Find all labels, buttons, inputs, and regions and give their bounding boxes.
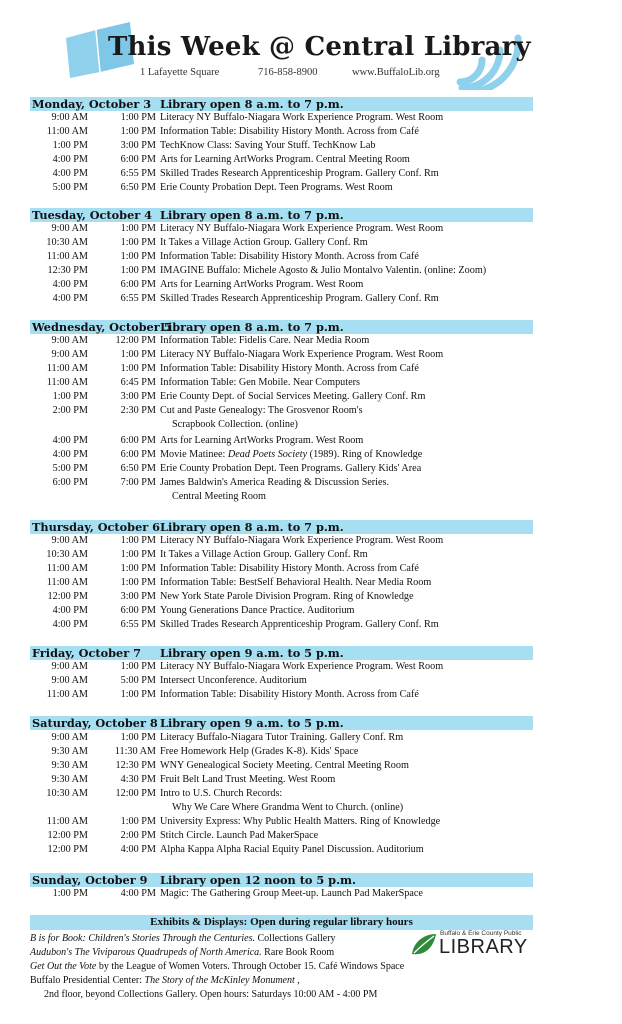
event-description-continued: Why We Care Where Grandma Went to Church. (online) [172,802,404,813]
exhibit-title: The Story of the McKinley Monument [144,975,295,986]
event-description: Young Generations Dance Practice. Auditorium [160,605,355,616]
event-row [30,362,590,376]
end-time: 7:00 PM [120,477,156,488]
exhibit-item [30,932,336,945]
event-row [30,688,590,702]
event-row-continuation [30,490,590,504]
event-row [30,731,590,745]
end-time: 6:00 PM [120,279,156,290]
event-row [30,787,590,801]
end-time: 2:00 PM [120,830,156,841]
event-row [30,390,590,404]
end-time: 6:50 PM [120,182,156,193]
event-row [30,250,590,264]
event-row [30,476,590,490]
event-row [30,773,590,787]
event-description: Information Table: Disability History Month. Across from Café [160,363,419,374]
end-time: 1:00 PM [120,661,156,672]
start-time: 9:30 AM [51,746,88,757]
end-time: 11:30 AM [114,746,156,757]
event-description: James Baldwin's America Reading & Discussion Series. [160,477,390,488]
website-link[interactable]: www.BuffaloLib.org [352,67,440,78]
event-description-prefix: Movie Matinee: [160,449,228,460]
event-row [30,434,590,448]
start-time: 9:00 AM [51,535,88,546]
start-time: 11:00 AM [46,126,88,137]
start-time: 5:00 PM [52,182,88,193]
event-row [30,660,590,674]
event-row [30,153,590,167]
end-time: 6:00 PM [120,154,156,165]
day-name: Saturday, October 8 [32,716,158,730]
start-time: 9:00 AM [51,349,88,360]
event-description: Skilled Trades Research Apprenticeship Program. Gallery Conf. Rm [160,168,439,179]
day-hours: Library open 8 a.m. to 7 p.m. [160,520,344,534]
event-description: Literacy NY Buffalo-Niagara Work Experience Program. West Room [160,349,444,360]
end-time: 3:00 PM [120,591,156,602]
start-time: 9:00 AM [51,335,88,346]
day-header-wednesday [30,320,533,334]
event-row [30,334,590,348]
event-row [30,745,590,759]
end-time: 6:55 PM [120,293,156,304]
day-hours: Library open 8 a.m. to 7 p.m. [160,320,344,334]
start-time: 9:00 AM [51,661,88,672]
event-row [30,348,590,362]
start-time: 10:30 AM [46,549,88,560]
page-header [0,0,622,92]
leaf-logo-icon [410,932,438,958]
event-description: Erie County Dept. of Social Services Meeting. Gallery Conf. Rm [160,391,426,402]
start-time: 9:00 AM [51,732,88,743]
end-time: 1:00 PM [120,577,156,588]
event-description-continued: Scrapbook Collection. (online) [172,419,298,430]
end-time: 1:00 PM [120,563,156,574]
event-description: Information Table: Fidelis Care. Near Media Room [160,335,370,346]
event-description: Information Table: BestSelf Behavioral Health. Near Media Room [160,577,432,588]
start-time: 12:30 PM [47,265,88,276]
end-time: 12:00 PM [115,788,156,799]
start-time: 11:00 AM [46,377,88,388]
exhibit-item [30,946,334,959]
start-time: 4:00 PM [52,619,88,630]
day-hours: Library open 12 noon to 5 p.m. [160,873,356,887]
day-header-tuesday [30,208,533,222]
start-time: 12:00 PM [47,844,88,855]
end-time: 1:00 PM [120,816,156,827]
event-row [30,576,590,590]
end-time: 6:00 PM [120,449,156,460]
start-time: 11:00 AM [46,363,88,374]
event-description: New York State Parole Division Program. Ring of Knowledge [160,591,414,602]
end-time: 3:00 PM [120,391,156,402]
event-row [30,111,590,125]
start-time: 9:30 AM [51,760,88,771]
event-description: Skilled Trades Research Apprenticeship Program. Gallery Conf. Rm [160,619,439,630]
event-row [30,278,590,292]
start-time: 11:00 AM [46,689,88,700]
end-time: 1:00 PM [120,689,156,700]
event-description: Magic: The Gathering Group Meet-up. Launch Pad MakerSpace [160,888,423,899]
end-time: 6:50 PM [120,463,156,474]
day-hours: Library open 9 a.m. to 5 p.m. [160,646,344,660]
event-row [30,292,590,306]
event-description: Skilled Trades Research Apprenticeship Program. Gallery Conf. Rm [160,293,439,304]
event-row [30,236,590,250]
start-time: 9:00 AM [51,112,88,123]
day-name: Sunday, October 9 [32,873,148,887]
end-time: 4:30 PM [120,774,156,785]
event-row [30,462,590,476]
day-name: Monday, October 3 [32,97,152,111]
event-description-suffix: (1989). Ring of Knowledge [307,449,423,460]
event-row [30,534,590,548]
event-description: Stitch Circle. Launch Pad MakerSpace [160,830,319,841]
event-row [30,548,590,562]
start-time: 4:00 PM [52,168,88,179]
start-time: 12:00 PM [47,830,88,841]
event-description: Literacy Buffalo-Niagara Tutor Training. Gallery Conf. Rm [160,732,404,743]
start-time: 11:00 AM [46,251,88,262]
event-description: Intersect Unconference. Auditorium [160,675,307,686]
event-row [30,618,590,632]
day-hours: Library open 8 a.m. to 7 p.m. [160,208,344,222]
phone-number: 716-858-8900 [258,67,318,78]
start-time: 4:00 PM [52,279,88,290]
event-description: WNY Genealogical Society Meeting. Central Meeting Room [160,760,409,771]
event-row [30,125,590,139]
exhibits-heading: Exhibits & Displays: Open during regular library hours [30,915,533,930]
event-description: Cut and Paste Genealogy: The Grosvenor Room's [160,405,363,416]
exhibit-item [30,974,300,987]
end-time: 1:00 PM [120,251,156,262]
exhibit-punctuation: , [294,975,300,986]
start-time: 9:30 AM [51,774,88,785]
day-hours: Library open 8 a.m. to 7 p.m. [160,97,344,111]
event-row [30,843,590,857]
start-time: 6:00 PM [52,477,88,488]
start-time: 4:00 PM [52,154,88,165]
event-description: Erie County Probation Dept. Teen Programs. Gallery Kids' Area [160,463,422,474]
exhibit-item-continuation: 2nd floor, beyond Collections Gallery. Open hours: Saturdays 10:00 AM - 4:00 PM [44,989,378,1000]
event-row [30,829,590,843]
day-name: Wednesday, October 5 [32,320,172,334]
event-description: It Takes a Village Action Group. Gallery Conf. Rm [160,549,368,560]
logo-wordmark: LIBRARY [439,936,528,958]
end-time: 1:00 PM [120,126,156,137]
start-time: 11:00 AM [46,563,88,574]
exhibit-title: Get Out the Vote [30,961,97,972]
end-time: 6:00 PM [120,435,156,446]
event-row [30,181,590,195]
end-time: 1:00 PM [120,732,156,743]
event-description: Arts for Learning ArtWorks Program. West Room [160,279,364,290]
day-name: Friday, October 7 [32,646,141,660]
end-time: 1:00 PM [120,112,156,123]
exhibit-location: by the League of Women Voters. Through October 15. Café Windows Space [96,961,405,972]
event-description: Information Table: Disability History Month. Across from Café [160,251,419,262]
start-time: 1:00 PM [52,391,88,402]
event-row [30,562,590,576]
day-name: Thursday, October 6 [32,520,161,534]
event-row [30,590,590,604]
day-hours: Library open 9 a.m. to 5 p.m. [160,716,344,730]
start-time: 2:00 PM [52,405,88,416]
start-time: 4:00 PM [52,435,88,446]
event-description-continued: Central Meeting Room [172,491,266,502]
end-time: 3:00 PM [120,140,156,151]
event-description: Information Table: Disability History Month. Across from Café [160,689,419,700]
start-time: 12:00 PM [47,591,88,602]
event-description: Free Homework Help (Grades K-8). Kids' Space [160,746,359,757]
end-time: 5:00 PM [120,675,156,686]
event-description: TechKnow Class: Saving Your Stuff. TechKnow Lab [160,140,376,151]
exhibit-item [30,960,404,973]
event-row [30,887,590,901]
event-description: Information Table: Gen Mobile. Near Computers [160,377,360,388]
day-header-saturday [30,716,533,730]
start-time: 4:00 PM [52,293,88,304]
event-row [30,222,590,236]
exhibit-title: Audubon's The Viviparous Quadrupeds of North America. [30,947,262,958]
event-row [30,264,590,278]
event-row [30,167,590,181]
start-time: 10:30 AM [46,788,88,799]
event-row [30,815,590,829]
event-description: Fruit Belt Land Trust Meeting. West Room [160,774,336,785]
address: 1 Lafayette Square [140,67,220,78]
event-description [160,448,422,462]
event-description: Arts for Learning ArtWorks Program. West Room [160,435,364,446]
event-row [30,448,590,462]
movie-title: Dead Poets Society [227,449,308,460]
end-time: 6:55 PM [120,168,156,179]
exhibit-venue: Buffalo Presidential Center: [30,975,145,986]
exhibit-location: Collections Gallery [255,933,336,944]
end-time: 1:00 PM [120,535,156,546]
event-description: Alpha Kappa Alpha Racial Equity Panel Discussion. Auditorium [160,844,424,855]
event-row-continuation [30,418,590,432]
end-time: 6:55 PM [120,619,156,630]
day-header-thursday [30,520,533,534]
end-time: 12:00 PM [115,335,156,346]
event-description: Information Table: Disability History Month. Across from Café [160,563,419,574]
day-name: Tuesday, October 4 [32,208,153,222]
event-row [30,674,590,688]
end-time: 4:00 PM [120,844,156,855]
page-title: This Week @ Central Library [108,32,531,62]
end-time: 1:00 PM [120,237,156,248]
start-time: 4:00 PM [52,449,88,460]
event-row [30,604,590,618]
end-time: 1:00 PM [120,223,156,234]
event-row [30,376,590,390]
start-time: 11:00 AM [46,577,88,588]
end-time: 4:00 PM [120,888,156,899]
end-time: 6:00 PM [120,605,156,616]
event-description: University Express: Why Public Health Matters. Ring of Knowledge [160,816,441,827]
exhibit-location: Rare Book Room [261,947,335,958]
event-description: Literacy NY Buffalo-Niagara Work Experience Program. West Room [160,661,444,672]
end-time: 1:00 PM [120,363,156,374]
event-description: Literacy NY Buffalo-Niagara Work Experience Program. West Room [160,535,444,546]
day-header-sunday [30,873,533,887]
start-time: 9:00 AM [51,675,88,686]
start-time: 10:30 AM [46,237,88,248]
event-description: Literacy NY Buffalo-Niagara Work Experience Program. West Room [160,112,444,123]
end-time: 1:00 PM [120,265,156,276]
end-time: 1:00 PM [120,349,156,360]
event-description: Intro to U.S. Church Records: [160,788,283,799]
event-description: Information Table: Disability History Month. Across from Café [160,126,419,137]
start-time: 1:00 PM [52,888,88,899]
end-time: 2:30 PM [120,405,156,416]
end-time: 6:45 PM [120,377,156,388]
start-time: 4:00 PM [52,605,88,616]
start-time: 11:00 AM [46,816,88,827]
event-row-continuation [30,801,590,815]
event-description: Literacy NY Buffalo-Niagara Work Experience Program. West Room [160,223,444,234]
event-row [30,404,590,418]
exhibit-title: B is for Book: Children's Stories Through the Centuries. [30,933,256,944]
day-header-friday [30,646,533,660]
logo-subtitle: Buffalo & Erie County Public [440,930,522,937]
event-row [30,759,590,773]
event-description: Erie County Probation Dept. Teen Programs. West Room [160,182,393,193]
start-time: 9:00 AM [51,223,88,234]
end-time: 1:00 PM [120,549,156,560]
event-description: Arts for Learning ArtWorks Program. Central Meeting Room [160,154,410,165]
start-time: 1:00 PM [52,140,88,151]
event-description: It Takes a Village Action Group. Gallery Conf. Rm [160,237,368,248]
event-description: IMAGINE Buffalo: Michele Agosto & Julio Montalvo Valentin. (online: Zoom) [160,265,487,276]
event-row [30,139,590,153]
day-header-monday [30,97,533,111]
end-time: 12:30 PM [115,760,156,771]
start-time: 5:00 PM [52,463,88,474]
library-logo [410,928,535,962]
